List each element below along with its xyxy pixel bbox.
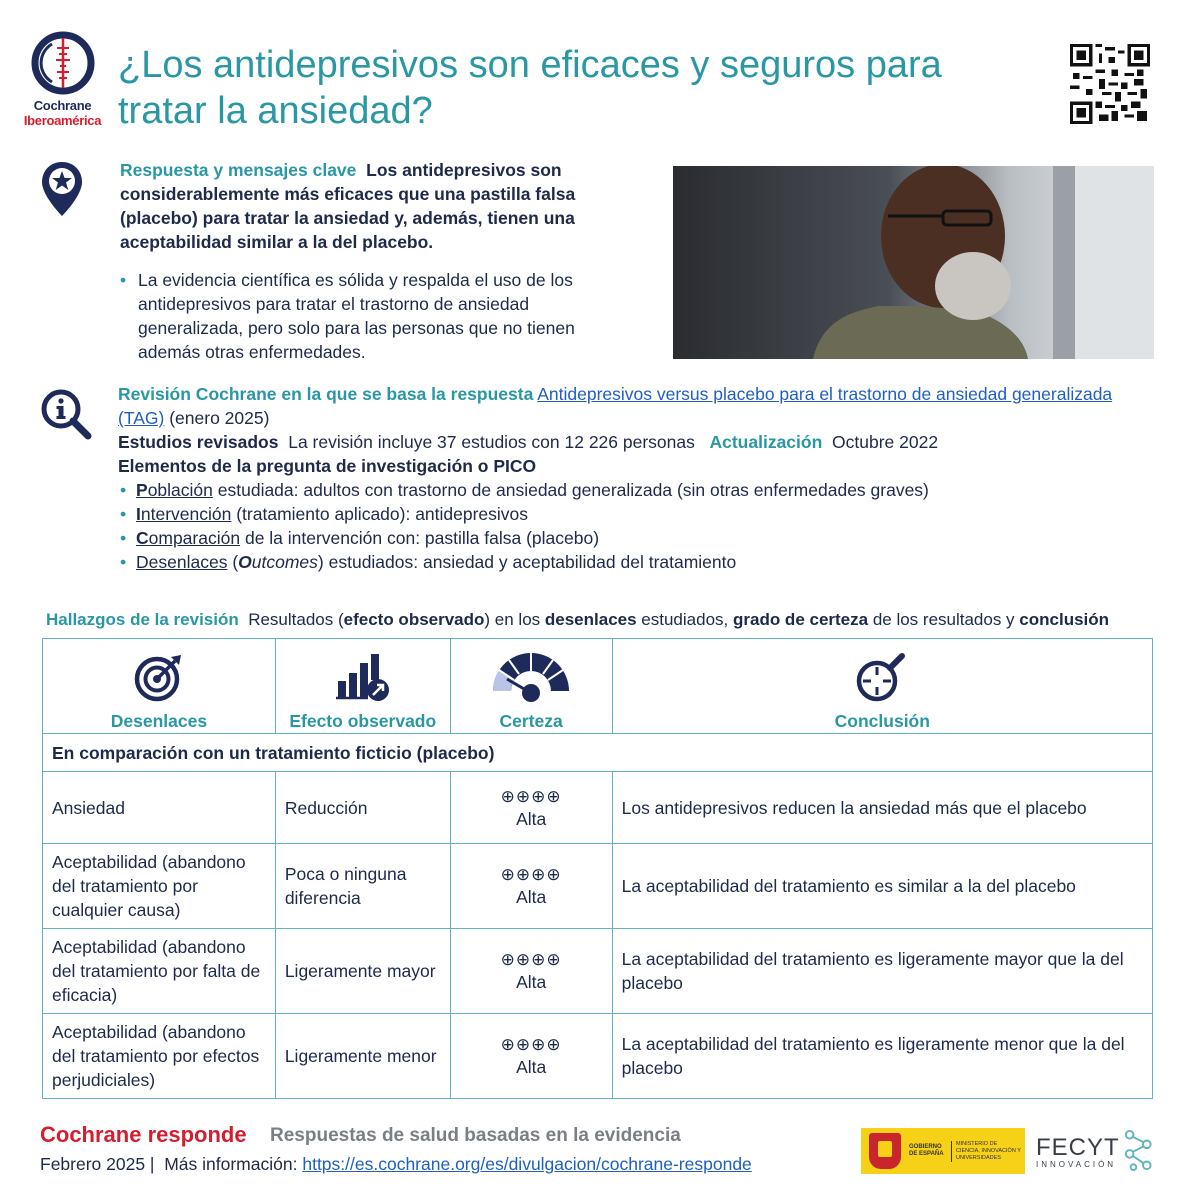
- cell-certainty: ⊕⊕⊕⊕ Alta: [450, 1014, 612, 1099]
- studies-label: Estudios revisados: [118, 432, 279, 452]
- header-effect: Efecto observado: [275, 639, 450, 734]
- footer-subtitle: Respuestas de salud basadas en la evidencia: [270, 1125, 681, 1146]
- key-label: Respuesta y mensajes clave: [120, 160, 357, 180]
- cell-outcome: Aceptabilidad (abandono del tratamiento por falta de eficacia): [43, 929, 276, 1014]
- table-row: [43, 844, 1153, 929]
- cell-effect: Poca o ninguna diferencia: [275, 844, 450, 929]
- footer-info: Febrero 2025 | Más información: https://es.cochrane.org/es/divulgacion/cochrane-responde: [40, 1154, 752, 1174]
- review-label: Revisión Cochrane en la que se basa la respuesta: [118, 384, 534, 404]
- pico-item-population: • Población estudiada: adultos con trastorno de ansiedad generalizada (sin otras enfermedades graves): [118, 478, 1158, 502]
- pico-item-intervention: • Intervención (tratamiento aplicado): antidepresivos: [118, 502, 1158, 526]
- footer-link[interactable]: https://es.cochrane.org/es/divulgacion/cochrane-responde: [302, 1154, 752, 1174]
- cell-conclusion: La aceptabilidad del tratamiento es ligeramente menor que la del placebo: [612, 1014, 1152, 1099]
- cell-outcome: Aceptabilidad (abandono del tratamiento por cualquier causa): [43, 844, 276, 929]
- photo-man-window: [673, 166, 1154, 359]
- studies-text: La revisión incluye 37 estudios con 12 226 personas: [288, 432, 695, 452]
- target-icon: [133, 651, 185, 703]
- table-row: [43, 929, 1153, 1014]
- header-certainty: Certeza: [450, 639, 612, 734]
- table-row: [43, 1014, 1153, 1099]
- cell-effect: Reducción: [275, 772, 450, 844]
- logo-line2: Iberoamérica: [23, 113, 102, 128]
- findings-heading: Hallazgos de la revisión Resultados (efecto observado) en los desenlaces estudiados, grado de certeza de los resultados y conclusión: [46, 610, 1110, 629]
- pico-label: Elementos de la pregunta de investigación o PICO: [118, 456, 537, 476]
- location-star-icon: [40, 160, 84, 218]
- results-table: [42, 638, 1153, 1099]
- page-title: ¿Los antidepresivos son eficaces y seguros para tratar la ansiedad?: [118, 44, 942, 132]
- key-text: Los antidepresivos son considerablemente más eficaces que una pastilla falsa (placebo) para tratar la ansiedad y, además, tienen una aceptabilidad similar a la del placebo.: [120, 160, 576, 252]
- pico-item-comparison: • Comparación de la intervención con: pastilla falsa (placebo): [118, 526, 1158, 550]
- review-section: [118, 382, 1158, 574]
- cell-certainty: ⊕⊕⊕⊕ Alta: [450, 772, 612, 844]
- key-bullets: [118, 268, 638, 364]
- header-outcomes: Desenlaces: [43, 639, 276, 734]
- cell-outcome: Ansiedad: [43, 772, 276, 844]
- key-bullet: • La evidencia científica es sólida y respalda el uso de los antidepresivos para tratar el trastorno de ansiedad generalizada, pero solo para las personas que no tienen además otras enfermedades.: [118, 268, 638, 364]
- fecyt-logo: FECYT INNOVACIÓN: [1036, 1128, 1156, 1176]
- header-conclusion: Conclusión: [612, 639, 1152, 734]
- pico-item-outcomes: • Desenlaces (Outcomes) estudiados: ansiedad y aceptabilidad del tratamiento: [118, 550, 1158, 574]
- cell-outcome: Aceptabilidad (abandono del tratamiento por efectos perjudiciales): [43, 1014, 276, 1099]
- pico-list: [118, 478, 1158, 574]
- cell-conclusion: Los antidepresivos reducen la ansiedad más que el placebo: [612, 772, 1152, 844]
- cochrane-logo: [20, 30, 105, 130]
- spain-shield-icon: [869, 1133, 901, 1169]
- cell-conclusion: La aceptabilidad del tratamiento es ligeramente mayor que la del placebo: [612, 929, 1152, 1014]
- gauge-icon: [489, 651, 573, 703]
- bar-chart-icon: [334, 651, 392, 703]
- footer-title: Cochrane responde: [40, 1122, 247, 1147]
- cell-conclusion: La aceptabilidad del tratamiento es similar a la del placebo: [612, 844, 1152, 929]
- update-text: Octubre 2022: [832, 432, 939, 452]
- cochrane-logo-icon: [30, 30, 96, 96]
- fecyt-molecule-icon: [1122, 1128, 1156, 1174]
- qr-code[interactable]: [1070, 44, 1150, 124]
- logo-line1: Cochrane: [33, 98, 92, 113]
- key-message: [120, 158, 640, 254]
- update-label: Actualización: [709, 432, 823, 452]
- review-date: (enero 2025): [169, 408, 270, 428]
- info-magnifier-icon: [40, 388, 92, 440]
- cell-effect: Ligeramente mayor: [275, 929, 450, 1014]
- table-subheader: En comparación con un tratamiento ficticio (placebo): [43, 734, 1153, 772]
- cell-certainty: ⊕⊕⊕⊕ Alta: [450, 844, 612, 929]
- table-row: [43, 772, 1153, 844]
- review-link[interactable]: Antidepresivos versus placebo para el trastorno de ansiedad generalizada (TAG): [118, 384, 1113, 428]
- cell-certainty: ⊕⊕⊕⊕ Alta: [450, 929, 612, 1014]
- crosshair-magnifier-icon: [855, 651, 909, 703]
- gobierno-espana-logo: GOBIERNO DE ESPAÑA MINISTERIO DE CIENCIA, INNOVACIÓN Y UNIVERSIDADES: [861, 1128, 1025, 1174]
- photo-illustration: [673, 166, 1154, 359]
- cell-effect: Ligeramente menor: [275, 1014, 450, 1099]
